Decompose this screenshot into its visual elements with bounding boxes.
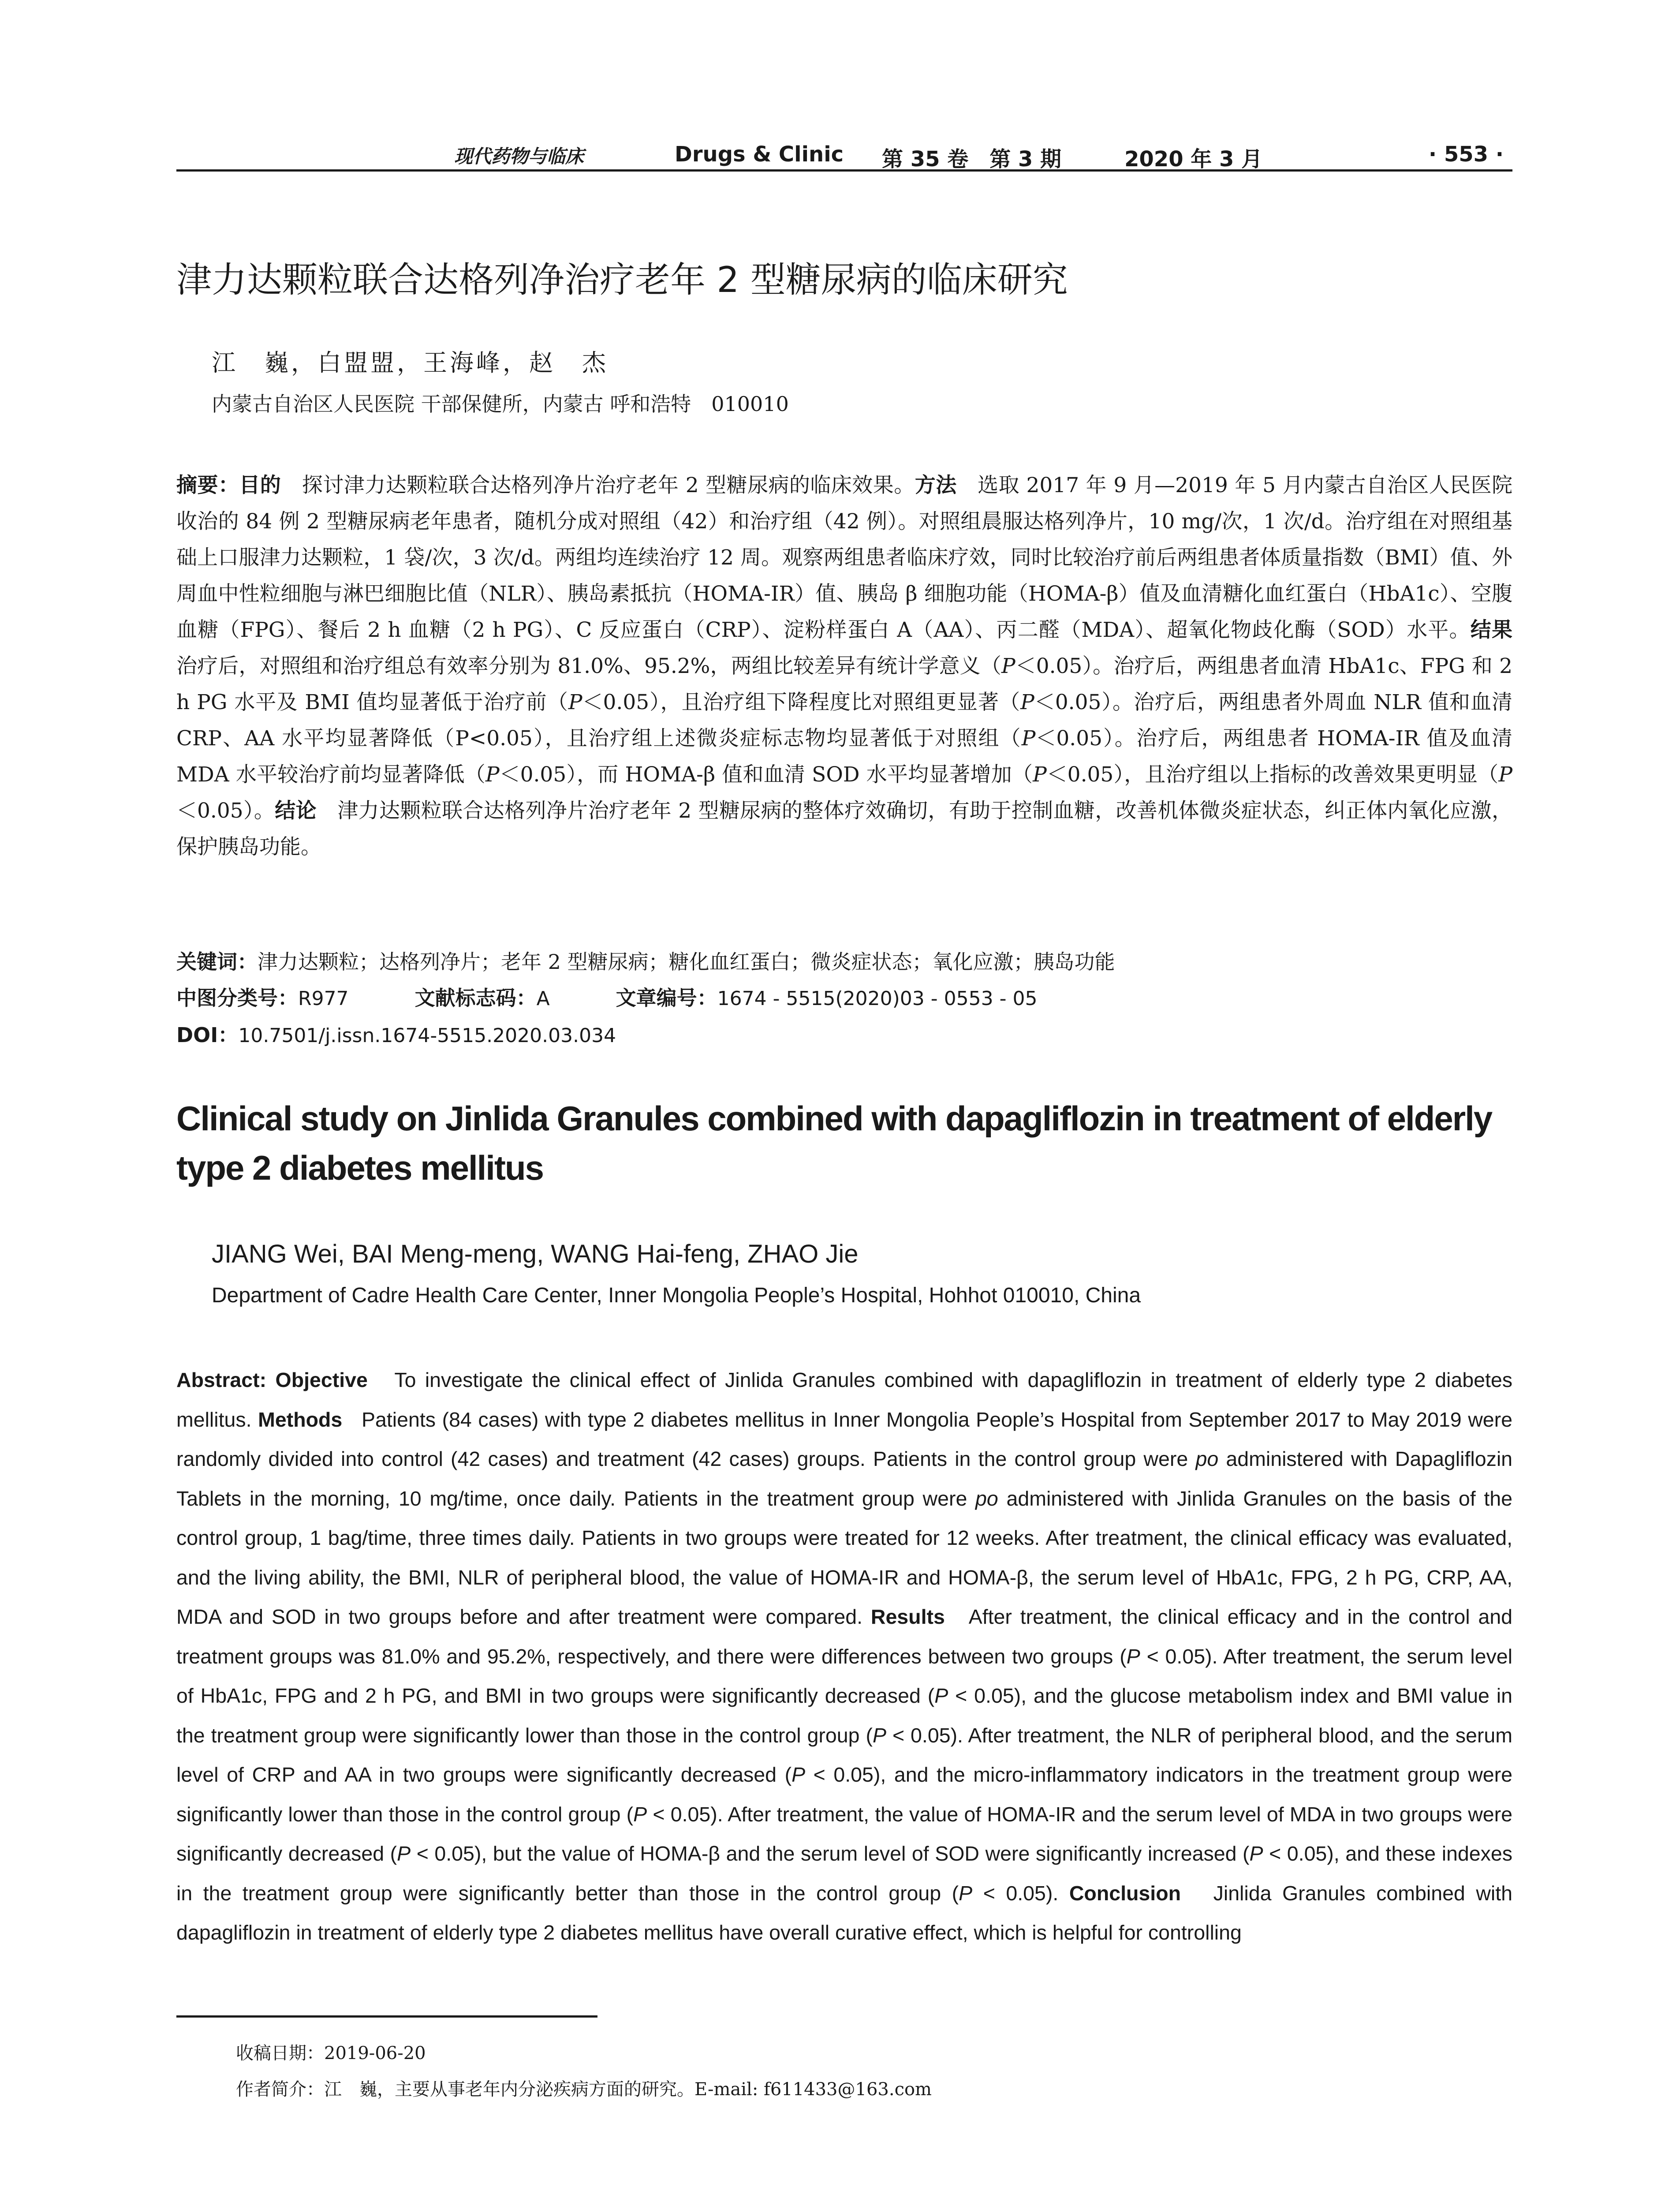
abstract-label-en: Abstract: xyxy=(176,1368,267,1391)
p-symbol: P xyxy=(872,1723,886,1747)
article-id-value: 1674 - 5515(2020)03 - 0553 - 05 xyxy=(717,987,1038,1010)
document-code-label: 文献标志码： xyxy=(414,986,537,1010)
results-text-en: < 0.05), and these indexes in the treatment group were significantly better than those in the control group ( xyxy=(176,1842,1512,1905)
results-text-cn: ＜0.05），而 HOMA-β 值和血清 SOD 水平均显著增加（ xyxy=(499,762,1033,787)
results-text-en: < 0.05), and the glucose metabolism index and BMI value in the treatment group were significantly lower than those in the control group ( xyxy=(176,1684,1512,1747)
conclusion-text-en: Jinlida Granules combined with dapagliflozin in treatment of elderly type 2 diabetes mellitus have overall curative effect, which is helpful for controlling xyxy=(176,1881,1513,1944)
article-metadata-cn xyxy=(176,944,1512,1054)
results-label-cn: 结果 xyxy=(1470,618,1513,642)
p-symbol: P xyxy=(568,690,582,714)
methods-text-en: administered with Jinlida Granules on the basis of the control group, 1 bag/time, three times daily. Patients in two groups were treated for 12 weeks. After treatment, the clinical efficacy was evaluated, and the living ability, the BMI, NLR of peripheral blood, the value of HOMA-IR and HOMA-β, the serum level of HbA1c, FPG, 2 h PG, CRP, AA, MDA and SOD in two groups before and after treatment were compared. xyxy=(176,1487,1512,1628)
authors-en: JIANG Wei, BAI Meng-meng, WANG Hai-feng, ZHAO Jie xyxy=(212,1240,859,1268)
conclusion-label-en: Conclusion xyxy=(1069,1881,1181,1905)
objective-label-cn: 目的 xyxy=(239,473,281,497)
received-date xyxy=(236,2035,932,2071)
objective-text-en: To investigate the clinical effect of Jinlida Granules combined with dapagliflozin in treatment of elderly type 2 diabetes mellitus. xyxy=(176,1368,1512,1431)
article-title-en: Clinical study on Jinlida Granules combined with dapagliflozin in treatment of elderly type 2 diabetes mellitus xyxy=(176,1099,1492,1187)
methods-text-en: Patients (84 cases) with type 2 diabetes mellitus in Inner Mongolia People’s Hospital from September 2017 to May 2019 were randomly divided into control (42 cases) and treatment (42 cases) groups. Patients in the control group were xyxy=(176,1408,1513,1470)
article-id xyxy=(616,980,1038,1017)
abstract-label-cn: 摘要： xyxy=(176,473,239,497)
page-number: · 553 · xyxy=(1428,142,1504,167)
volume-issue: 第 35 卷 第 3 期 xyxy=(882,147,1062,172)
author-bio-text: 江 巍，主要从事老年内分泌疾病方面的研究。E-mail: f611433@163.com xyxy=(324,2079,932,2100)
keywords-text: 津力达颗粒；达格列净片；老年 2 型糖尿病；糖化血红蛋白；微炎症状态；氧化应激；胰岛功能 xyxy=(258,950,1115,974)
results-text-en: < 0.05). After treatment, the value of HOMA-IR and the serum level of MDA in two groups were significantly decreased ( xyxy=(176,1802,1512,1865)
footnote-divider xyxy=(176,2015,597,2018)
objective-text-cn: 探讨津力达颗粒联合达格列净片治疗老年 2 型糖尿病的临床效果。 xyxy=(302,473,915,497)
affiliation-en: Department of Cadre Health Care Center, Inner Mongolia People’s Hospital, Hohhot 010010, China xyxy=(212,1284,1141,1307)
affiliation-cn: 内蒙古自治区人民医院 干部保健所，内蒙古 呼和浩特 010010 xyxy=(212,392,789,416)
p-symbol: P xyxy=(959,1881,973,1905)
author-bio xyxy=(236,2071,932,2108)
results-text-en: After treatment, the clinical efficacy and in the control and treatment groups was 81.0% and 95.2%, respectively, and there were differences between two groups ( xyxy=(176,1605,1512,1668)
results-text-cn: ＜0.05）。 xyxy=(176,799,275,823)
po-abbrev: po xyxy=(975,1487,998,1510)
clc-value: R977 xyxy=(298,987,349,1010)
clc-number xyxy=(176,980,349,1017)
author-bio-label: 作者简介： xyxy=(236,2079,324,2100)
p-symbol: P xyxy=(485,762,500,787)
results-text-cn: ＜0.05），且治疗组以上指标的改善效果更明显（ xyxy=(1046,762,1499,787)
p-symbol: P xyxy=(1033,762,1047,787)
issue-date: 2020 年 3 月 xyxy=(1124,147,1263,172)
journal-name-cn: 现代药物与临床 xyxy=(454,146,584,167)
p-symbol: P xyxy=(1001,654,1015,678)
running-header xyxy=(176,142,1512,172)
results-label-en: Results xyxy=(870,1605,945,1628)
p-symbol: P xyxy=(1498,762,1512,787)
clc-label: 中图分类号： xyxy=(176,986,298,1010)
doi-label: DOI： xyxy=(176,1023,239,1047)
document-code xyxy=(415,980,550,1017)
received-label: 收稿日期： xyxy=(236,2043,324,2063)
results-text-cn: ＜0.05）。治疗后，两组患者外周血 NLR 值和血清 CRP、AA 水平均显著降低（P<0.05），且治疗组上述微炎症标志物均显著低于对照组（ xyxy=(176,690,1512,751)
results-text-en: < 0.05), but the value of HOMA-β and the serum level of SOD were significantly increased ( xyxy=(416,1842,1250,1865)
keywords-label: 关键词： xyxy=(176,950,258,974)
results-text-cn: ＜0.05），且治疗组下降程度比对照组更显著（ xyxy=(582,690,1021,714)
authors-cn: 江 巍，白盟盟，王海峰，赵 杰 xyxy=(212,349,609,377)
results-text-cn: 治疗后，对照组和治疗组总有效率分别为 81.0%、95.2%，两组比较差异有统计学意义（ xyxy=(176,654,1002,678)
methods-text-cn: 选取 2017 年 9 月—2019 年 5 月内蒙古自治区人民医院收治的 84 例 2 型糖尿病老年患者，随机分成对照组（42）和治疗组（42 例）。对照组晨服达格列净片，10 mg/次，1 次/d。治疗组在对照组基础上口服津力达颗粒，1 袋/次，3 次/d。两组均连续治疗 12 周。观察两组患者临床疗效，同时比较治疗前后两组患者体质量指数（BMI）值、外周血中性粒细胞与淋巴细胞比值（NLR）、胰岛素抵抗（HOMA-IR）值、胰岛 β 细胞功能（HOMA-β）值及血清糖化血红蛋白（HbA1c）、空腹血糖（FPG）、餐后 2 h 血糖（2 h PG）、C 反应蛋白（CRP）、淀粉样蛋白 A（AA）、丙二醛（MDA）、超氧化物歧化酶（SOD）水平。 xyxy=(176,473,1513,642)
keywords-cn xyxy=(176,944,1512,980)
p-symbol: P xyxy=(633,1802,647,1826)
results-text-cn: ＜0.05）。治疗后，两组患者血清 HbA1c、FPG 和 2 h PG 水平及 BMI 值均显著低于治疗前（ xyxy=(176,654,1512,714)
results-text-en: < 0.05). xyxy=(983,1881,1059,1905)
footnote xyxy=(236,2035,932,2108)
results-text-en: < 0.05). After treatment, the serum level of HbA1c, FPG and 2 h PG, and BMI in two groups were significantly decreased ( xyxy=(176,1644,1512,1707)
methods-text-en: administered with Dapagliflozin Tablets in the morning, 10 mg/time, once daily. Patients in the treatment group were xyxy=(176,1447,1513,1510)
abstract-en xyxy=(176,1360,1512,1953)
methods-label-cn: 方法 xyxy=(915,473,957,497)
p-symbol: P xyxy=(1020,690,1034,714)
p-symbol: P xyxy=(1126,1644,1140,1668)
conclusion-label-cn: 结论 xyxy=(275,799,317,823)
p-symbol: P xyxy=(1021,726,1036,751)
conclusion-text-cn: 津力达颗粒联合达格列净片治疗老年 2 型糖尿病的整体疗效确切，有助于控制血糖，改善机体微炎症状态，纠正体内氧化应激，保护胰岛功能。 xyxy=(176,799,1513,859)
article-id-label: 文章编号： xyxy=(616,986,717,1010)
document-code-value: A xyxy=(536,987,550,1010)
classification-row xyxy=(176,980,1512,1017)
objective-label-en: Objective xyxy=(275,1368,368,1391)
p-symbol: P xyxy=(1249,1842,1263,1865)
p-symbol: P xyxy=(791,1763,806,1786)
doi-link[interactable]: 10.7501/j.issn.1674-5515.2020.03.034 xyxy=(238,1024,616,1047)
p-symbol: P xyxy=(934,1684,948,1707)
article-title-cn: 津力达颗粒联合达格列净治疗老年 2 型糖尿病的临床研究 xyxy=(176,259,1068,300)
journal-name-en: Drugs & Clinic xyxy=(675,142,844,167)
p-symbol: P xyxy=(397,1842,411,1865)
results-text-cn: ＜0.05）。治疗后，两组患者 HOMA-IR 值及血清 MDA 水平较治疗前均显著降低（ xyxy=(176,726,1512,787)
results-text-en: < 0.05), and the micro-inflammatory indicators in the treatment group were significantly lower than those in the control group ( xyxy=(176,1763,1512,1826)
doi-row xyxy=(176,1017,1512,1054)
methods-label-en: Methods xyxy=(258,1408,343,1431)
abstract-cn xyxy=(176,467,1512,865)
po-abbrev: po xyxy=(1195,1447,1219,1470)
results-text-en: < 0.05). After treatment, the NLR of peripheral blood, and the serum level of CRP and AA in two groups were significantly decreased ( xyxy=(176,1723,1512,1786)
received-value: 2019-06-20 xyxy=(324,2043,426,2063)
